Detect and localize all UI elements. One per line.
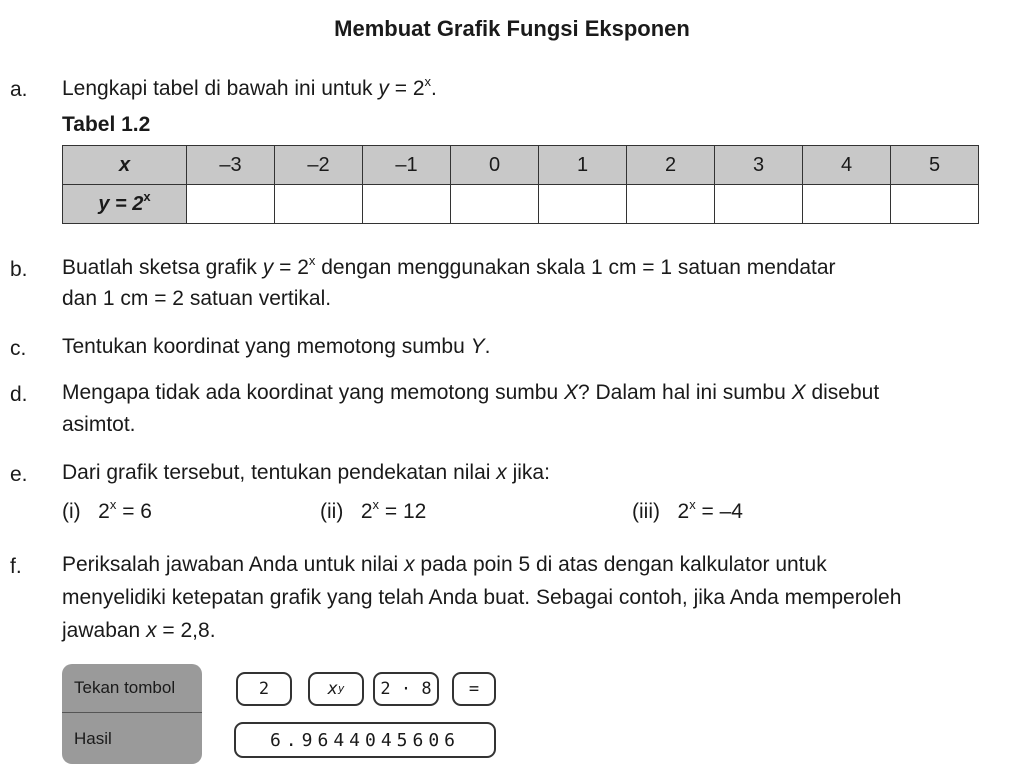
table-y-cell[interactable] <box>451 185 539 224</box>
item-b-line2: dan 1 cm = 2 satuan vertikal. <box>62 287 332 310</box>
table-y-cell[interactable] <box>627 185 715 224</box>
table-x-cell: –3 <box>187 146 275 185</box>
table-x-cell: 0 <box>451 146 539 185</box>
table-y-cell[interactable] <box>187 185 275 224</box>
item-d-label: d. <box>10 383 28 406</box>
item-e-sub-ii: (ii) $2^x = 12$ <box>320 497 427 523</box>
table-x-cell: 1 <box>539 146 627 185</box>
item-e-label: e. <box>10 463 28 486</box>
calc-key-2-8[interactable]: 2 · 8 <box>373 672 439 706</box>
result-label: Hasil <box>62 712 202 764</box>
table-1-2 <box>62 145 979 224</box>
item-e-sub-iii: (iii) $2^x = -4$ <box>632 497 743 523</box>
page-title: Membuat Grafik Fungsi Eksponen <box>334 16 690 41</box>
table-y-cell[interactable] <box>363 185 451 224</box>
table-y-cell[interactable] <box>891 185 979 224</box>
item-d-line2: asimtot. <box>62 413 136 436</box>
item-f-label: f. <box>10 555 22 578</box>
calc-key-equals[interactable]: = <box>452 672 496 706</box>
table-x-cell: 4 <box>803 146 891 185</box>
calculator-display: 6.9644045606 <box>234 722 496 758</box>
table-row-y <box>63 185 979 224</box>
table-y-cell[interactable] <box>803 185 891 224</box>
item-f-line1: Periksalah jawaban Anda untuk nilai x pada poin 5 di atas dengan kalkulator untuk <box>62 553 827 576</box>
item-a-text: Lengkapi tabel di bawah ini untuk $y = 2^x$. <box>62 74 437 100</box>
table-x-cell: –1 <box>363 146 451 185</box>
item-e-sub-i: (i) $2^x = 6$ <box>62 497 152 523</box>
table-caption: Tabel 1.2 <box>62 113 151 136</box>
table-x-cell: 5 <box>891 146 979 185</box>
table-x-cell: 3 <box>715 146 803 185</box>
calc-key-2[interactable]: 2 <box>236 672 292 706</box>
table-head-x: x <box>63 146 187 185</box>
item-d-line1: Mengapa tidak ada koordinat yang memotong sumbu X? Dalam hal ini sumbu X disebut <box>62 381 880 404</box>
item-c-label: c. <box>10 337 27 360</box>
table-y-cell[interactable] <box>275 185 363 224</box>
item-b-line1: Buatlah sketsa grafik $y = 2^x$ dengan menggunakan skala 1 cm = 1 satuan mendatar <box>62 253 836 279</box>
table-x-cell: –2 <box>275 146 363 185</box>
calc-key-power[interactable]: x y <box>308 672 364 706</box>
item-e-text: Dari grafik tersebut, tentukan pendekatan nilai x jika: <box>62 461 550 484</box>
table-row-x <box>63 146 979 185</box>
press-key-label: Tekan tombol <box>62 664 202 712</box>
table-head-y: $y = 2^x$ <box>63 185 187 224</box>
table-y-cell[interactable] <box>715 185 803 224</box>
table-y-cell[interactable] <box>539 185 627 224</box>
item-f-line3: jawaban x = 2,8. <box>62 619 216 642</box>
item-c-text: Tentukan koordinat yang memotong sumbu Y. <box>62 335 491 358</box>
item-a-label: a. <box>10 78 28 101</box>
item-f-line2: menyelidiki ketepatan grafik yang telah Anda buat. Sebagai contoh, jika Anda memperoleh <box>62 586 902 609</box>
item-b-label: b. <box>10 258 28 281</box>
table-x-cell: 2 <box>627 146 715 185</box>
